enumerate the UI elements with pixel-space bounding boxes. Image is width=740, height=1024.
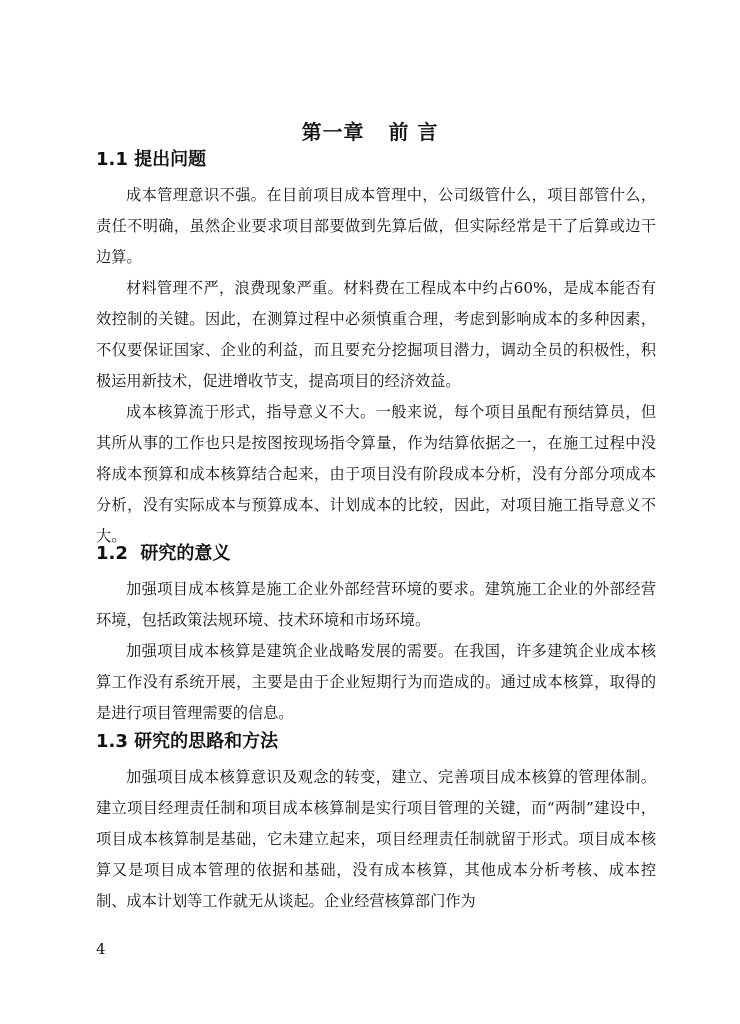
paragraph: 加强项目成本核算是施工企业外部经营环境的要求。建筑施工企业的外部经营环境，包括政策法规环境、技术环境和市场环境。 xyxy=(96,580,656,629)
paragraph: 成本核算流于形式，指导意义不大。一般来说，每个项目虽配有预结算员，但其所从事的工作也只是按图按现场指令算量，作为结算依据之一，在施工过程中没将成本预算和成本核算结合起来，由于项目没有阶段成本分析，没有分部分项成本分析，没有实际成本与预算成本、计划成本的比较，因此，对项目施工指导意义不大。 xyxy=(96,403,656,545)
section-heading-1-1: 1.1 提出问题 xyxy=(96,149,207,170)
chapter-title: 第一章 前 言 xyxy=(301,120,439,144)
paragraph: 加强项目成本核算是建筑企业战略发展的需要。在我国，许多建筑企业成本核算工作没有系统开展，主要是由于企业短期行为而造成的。通过成本核算，取得的是进行项目管理需要的信息。 xyxy=(96,642,656,722)
paragraph: 成本管理意识不强。在目前项目成本管理中，公司级管什么，项目部管什么，责任不明确，虽然企业要求项目部要做到先算后做，但实际经常是干了后算或边干边算。 xyxy=(96,186,656,266)
paragraph: 加强项目成本核算意识及观念的转变，建立、完善项目成本核算的管理体制。建立项目经理责任制和项目成本核算制是实行项目管理的关键，而“两制”建设中，项目成本核算制是基础，它未建立起来，项目经理责任制就留于形式。项目成本核算又是项目成本管理的依据和基础，没有成本核算，其他成本分析考核、成本控制、成本计划等工作就无从谈起。企业经营核算部门作为 xyxy=(96,768,656,910)
section-heading-1-2: 1.2 研究的意义 xyxy=(96,543,231,564)
paragraph: 材料管理不严，浪费现象严重。材料费在工程成本中约占60%，是成本能否有效控制的关键。因此，在测算过程中必须慎重合理，考虑到影响成本的多种因素，不仅要保证国家、企业的利益，而且要充分挖掘项目潜力，调动全员的积极性，积极运用新技术，促进增收节支，提高项目的经济效益。 xyxy=(96,279,656,390)
page-number: 4 xyxy=(96,940,106,958)
section-heading-1-3: 1.3 研究的思路和方法 xyxy=(96,731,279,752)
